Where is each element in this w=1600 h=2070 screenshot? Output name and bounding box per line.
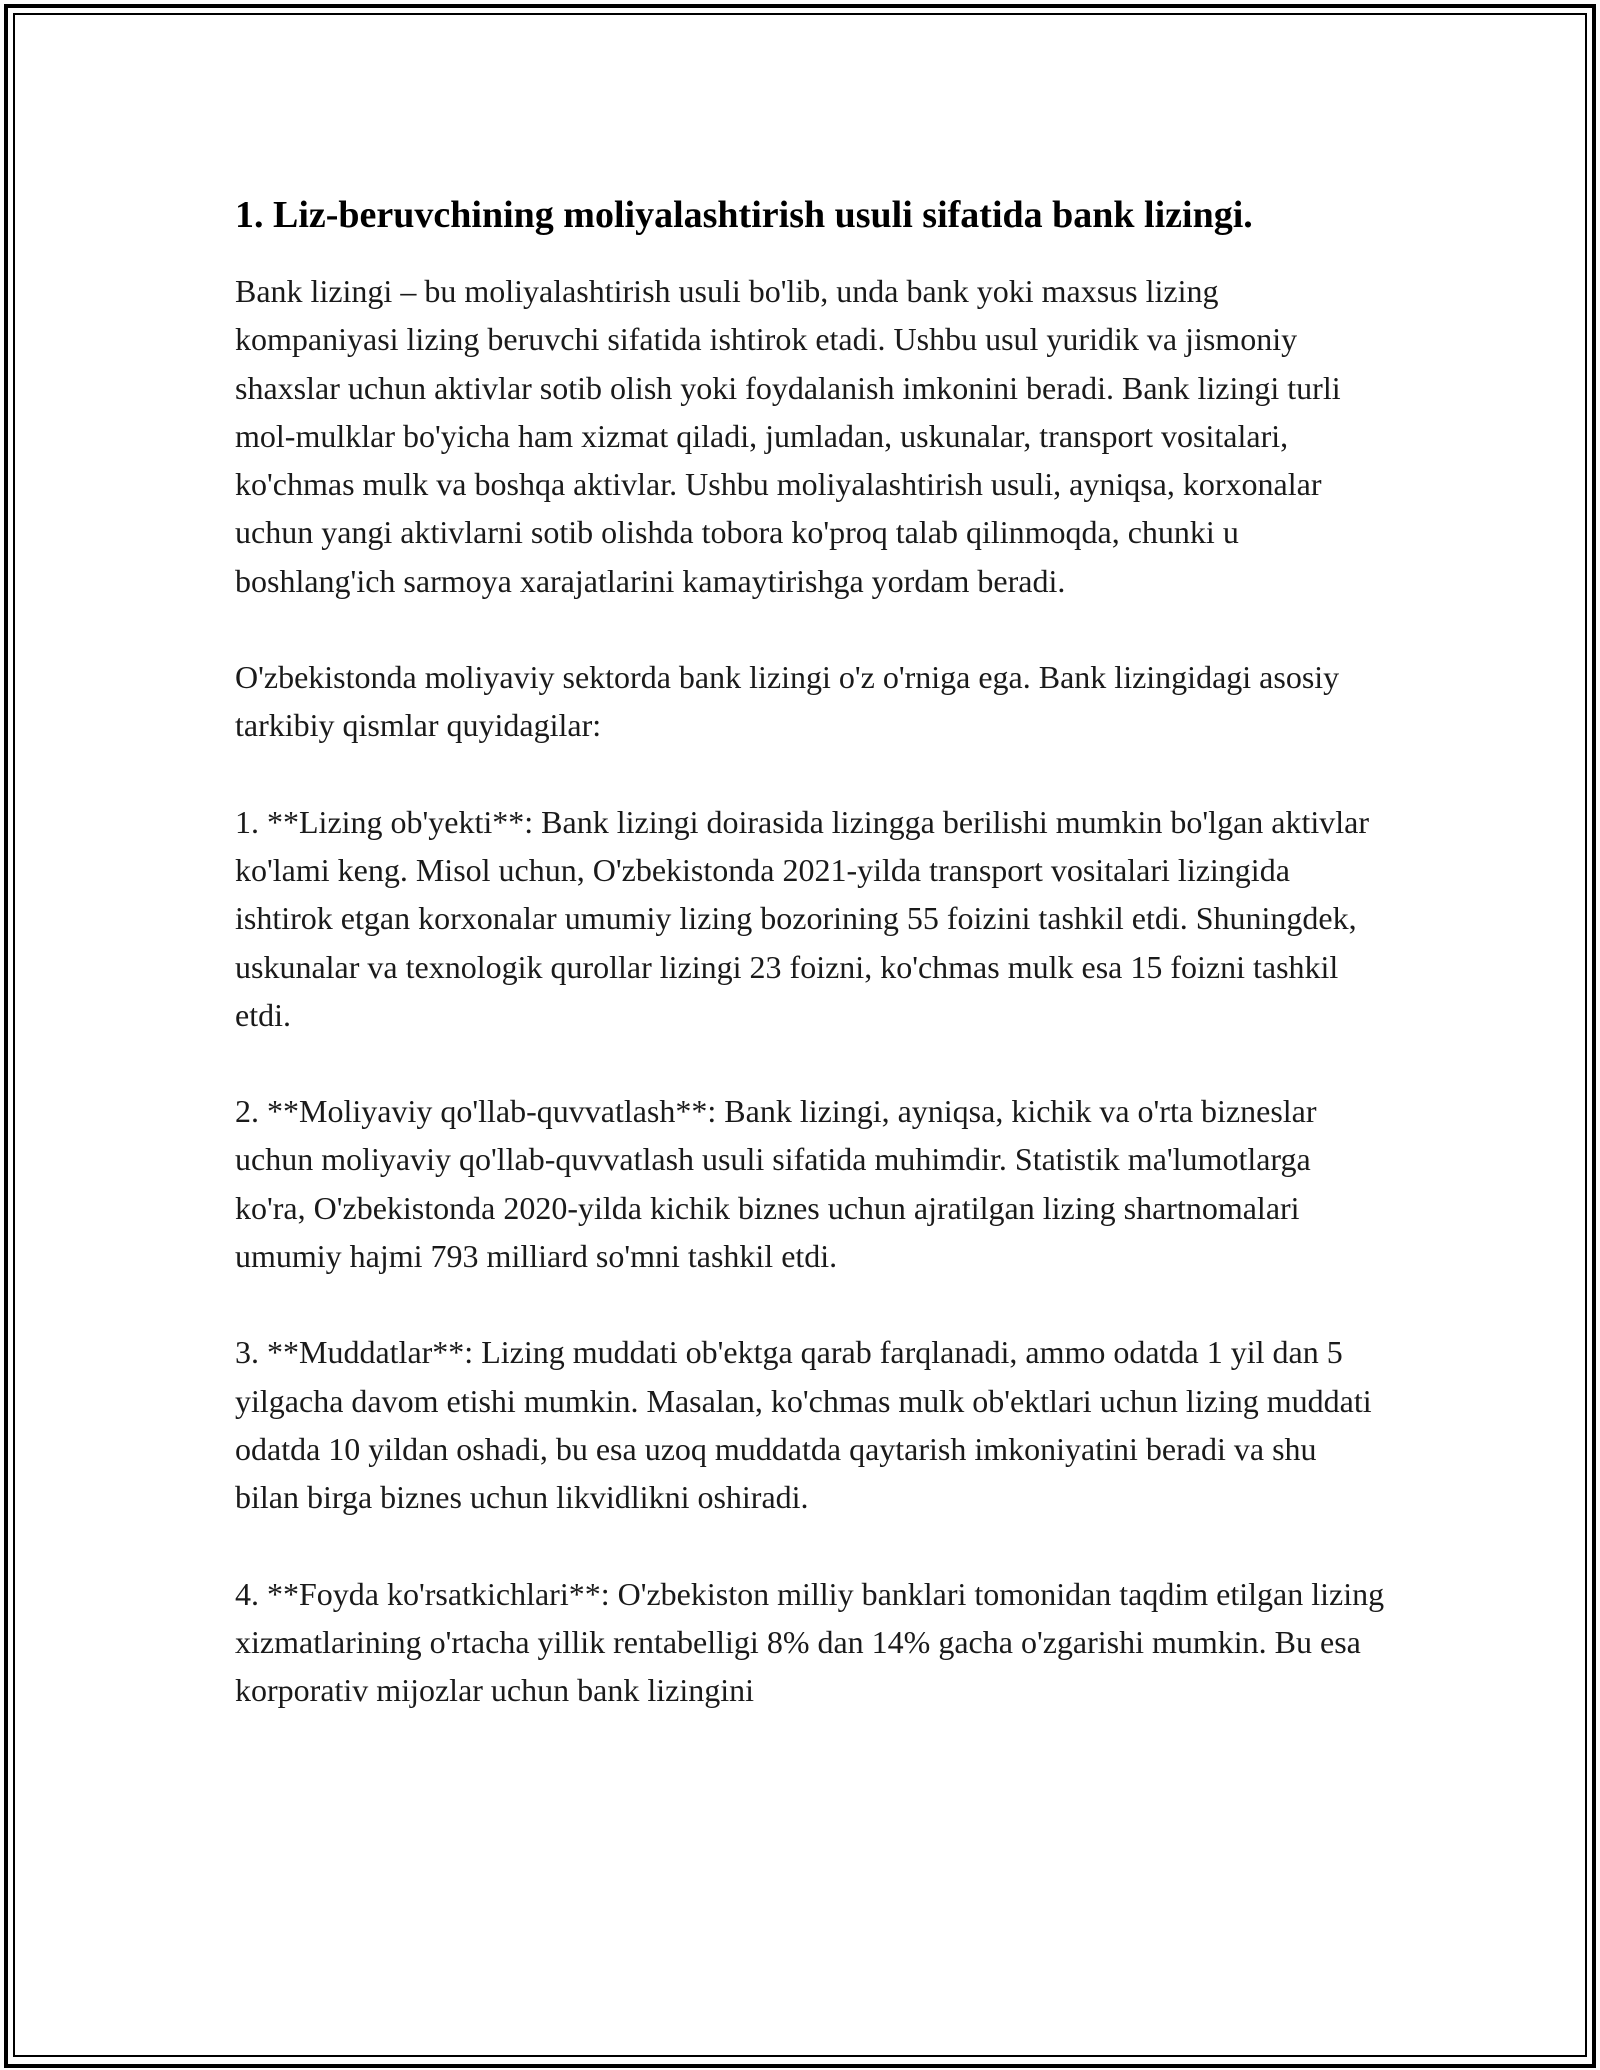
paragraph-item-4: 4. **Foyda ko'rsatkichlari**: O'zbekiston milliy banklari tomonidan taqdim etilgan lizing xizmatlarining o'rtacha yillik rentabelligi 8% dan 14% gacha o'zgarishi mumkin. Bu esa korporativ mijozlar uchun bank lizingini xyxy=(235,1575,1385,1709)
document-body xyxy=(235,185,1385,1714)
document-heading: 1. Liz-beruvchining moliyalashtirish usuli sifatida bank lizingi. xyxy=(235,194,1253,236)
paragraph-item-1: 1. **Lizing ob'yekti**: Bank lizingi doirasida lizingga berilishi mumkin bo'lgan aktivlar ko'lami keng. Misol uchun, O'zbekistonda 2021-yilda transport vositalari lizingida ishtirok etgan korxonalar umumiy lizing bozorining 55 foizini tashkil etdi. Shuningdek, uskunalar va texnologik qurollar lizingi 23 foizni, ko'chmas mulk esa 15 foizni tashkil etdi. xyxy=(235,803,1369,1033)
paragraph-item-2: 2. **Moliyaviy qo'llab-quvvatlash**: Bank lizingi, ayniqsa, kichik va o'rta bizneslar uchun moliyaviy qo'llab-quvvatlash usuli sifatida muhimdir. Statistik ma'lumotlarga ko'ra, O'zbekistonda 2020-yilda kichik biznes uchun ajratilgan lizing shartnomalari umumiy hajmi 793 milliard so'mni tashkil etdi. xyxy=(235,1093,1317,1275)
paragraph-item-3: 3. **Muddatlar**: Lizing muddati ob'ektga qarab farqlanadi, ammo odatda 1 yil dan 5 yilgacha davom etishi mumkin. Masalan, ko'chmas mulk ob'ektlari uchun lizing muddati odatda 10 yildan oshadi, bu esa uzoq muddatda qaytarish imkoniyatini beradi va shu bilan birga biznes uchun likvidlikni oshiradi. xyxy=(235,1334,1372,1516)
paragraph-intro: Bank lizingi – bu moliyalashtirish usuli bo'lib, unda bank yoki maxsus lizing kompaniyasi lizing beruvchi sifatida ishtirok etadi. Ushbu usul yuridik va jismoniy shaxslar uchun aktivlar sotib olish yoki foydalanish imkonini beradi. Bank lizingi turli mol-mulklar bo'yicha ham xizmat qiladi, jumladan, uskunalar, transport vositalari, ko'chmas mulk va boshqa aktivlar. Ushbu moliyalashtirish usuli, ayniqsa, korxonalar uchun yangi aktivlarni sotib olishda tobora ko'proq talab qilinmoqda, chunki u boshlang'ich sarmoya xarajatlarini kamaytirishga yordam beradi. xyxy=(235,273,1341,599)
paragraph-components-intro: O'zbekistonda moliyaviy sektorda bank lizingi o'z o'rniga ega. Bank lizingidagi asosiy tarkibiy qismlar quyidagilar: xyxy=(235,659,1340,744)
